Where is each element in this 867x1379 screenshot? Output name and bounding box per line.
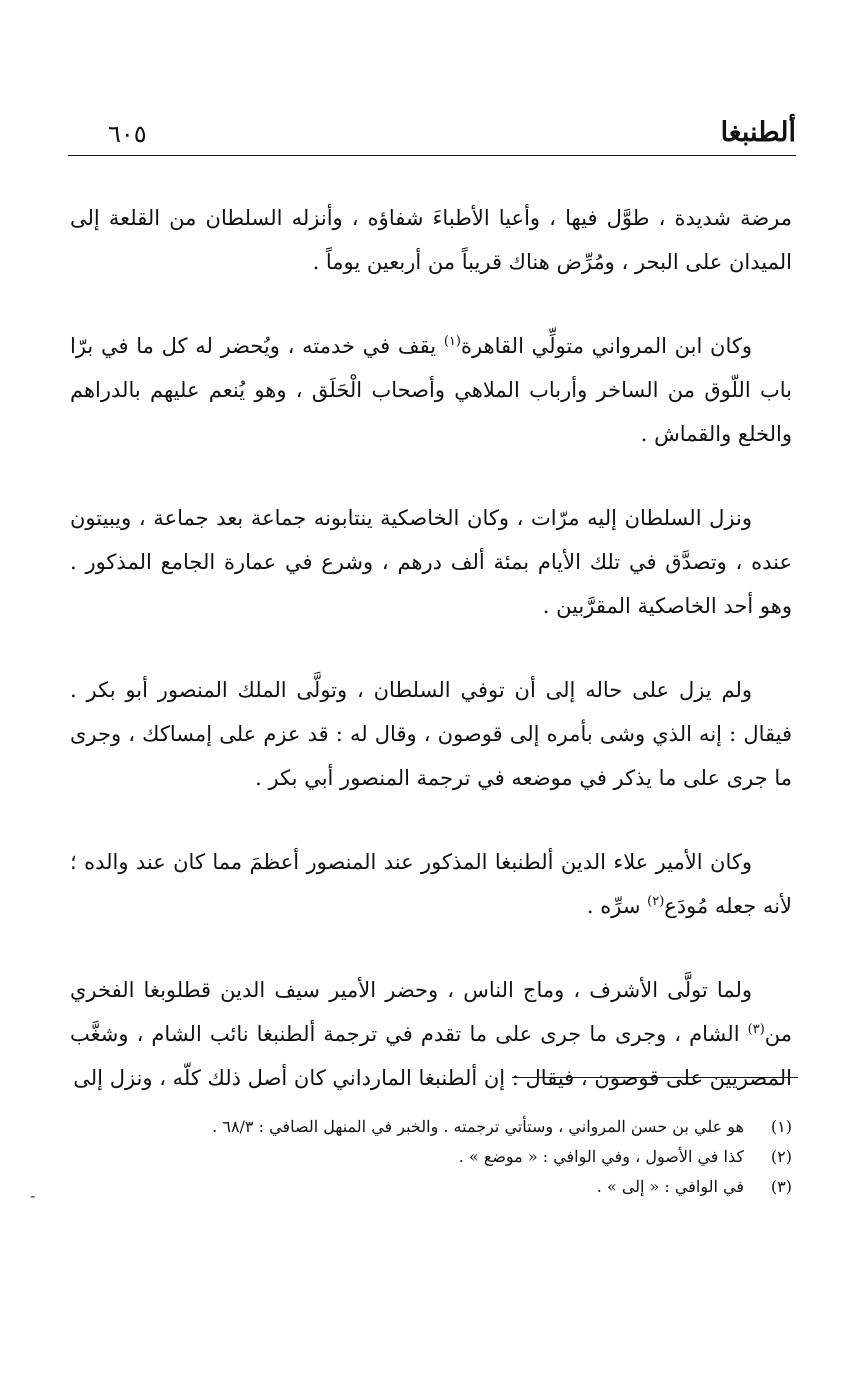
- paragraph-2: وكان ابن المرواني متولِّي القاهرة$^{(١)}$ يقف في خدمته ، ويُحضر له كل ما في برّا باب اللّوق من الساخر وأرباب الملاهي وأصحاب الْحَلَق ، وهو يُنعم عليهم بالدراهم والخلع والقماش .: [70, 334, 792, 446]
- main-text: [70, 196, 792, 1140]
- footnote-text: كذا في الأصول ، وفي الوافي : « موضع » .: [458, 1147, 744, 1166]
- paragraph-6: ولما تولَّى الأشرف ، وماج الناس ، وحضر الأمير سيف الدين قطلوبغا الفخري من$^{(٣)}$ الشام ، وجرى ما جرى على ما تقدم في ترجمة ألطنبغا نائب الشام ، وشغَّب المصريين على قوصون ، فيقال : إن ألطنبغا المارداني كان أصل ذلك كلّه ، ونزل إلى: [70, 978, 792, 1090]
- footnote-ref-3[interactable]: (٣): [747, 1022, 765, 1037]
- footnote-ref-2[interactable]: (٢): [647, 894, 665, 909]
- paragraph-4: ولم يزل على حاله إلى أن توفي السلطان ، وتولَّى الملك المنصور أبو بكر . فيقال : إنه الذي وشى بأمره إلى قوصون ، وقال له : قد عزم على إمساكك ، وجرى ما جرى على ما يذكر في موضعه في ترجمة المنصور أبي بكر .: [70, 678, 792, 790]
- footnote-ref-1[interactable]: (١): [443, 334, 461, 349]
- footnote-number: (٢): [770, 1147, 792, 1166]
- footnote-3: [80, 1172, 792, 1202]
- footnote-text: هو علي بن حسن المرواني ، وستأتي ترجمته . والخبر في المنهل الصافي : ٦٨/٣ .: [212, 1117, 744, 1136]
- page-number: ٦٠٥: [108, 120, 147, 148]
- running-head-title: ألطنبغا: [720, 117, 796, 148]
- paragraph-1: مرضة شديدة ، طوَّل فيها ، وأعيا الأطباءَ شفاؤه ، وأنزله السلطان من القلعة إلى الميدان على البحر ، ومُرِّض هناك قريباً من أربعين يوماً .: [70, 206, 792, 274]
- footnote-number: (١): [770, 1117, 792, 1136]
- paragraph-5: وكان الأمير علاء الدين ألطنبغا المذكور عند المنصور أعظمَ مما كان عند والده ؛ لأنه جعله مُودَع$^{(٢)}$ سرِّه .: [70, 850, 792, 918]
- footnote-text: في الوافي : « إلى » .: [596, 1177, 744, 1196]
- footnote-rule: [512, 1077, 798, 1078]
- header-rule: [68, 155, 796, 156]
- running-head: [68, 112, 796, 156]
- footnotes: [80, 1112, 792, 1202]
- footnote-1: [80, 1112, 792, 1142]
- footnote-number: (٣): [770, 1177, 792, 1196]
- paragraph-3: ونزل السلطان إليه مرّات ، وكان الخاصكية ينتابونه جماعة بعد جماعة ، ويبيتون عنده ، وتصدَّق في تلك الأيام بمئة ألف درهم ، وشرع في عمارة الجامع المذكور . وهو أحد الخاصكية المقرَّبين .: [70, 506, 792, 618]
- margin-mark: -: [30, 1186, 36, 1205]
- footnote-2: [80, 1142, 792, 1172]
